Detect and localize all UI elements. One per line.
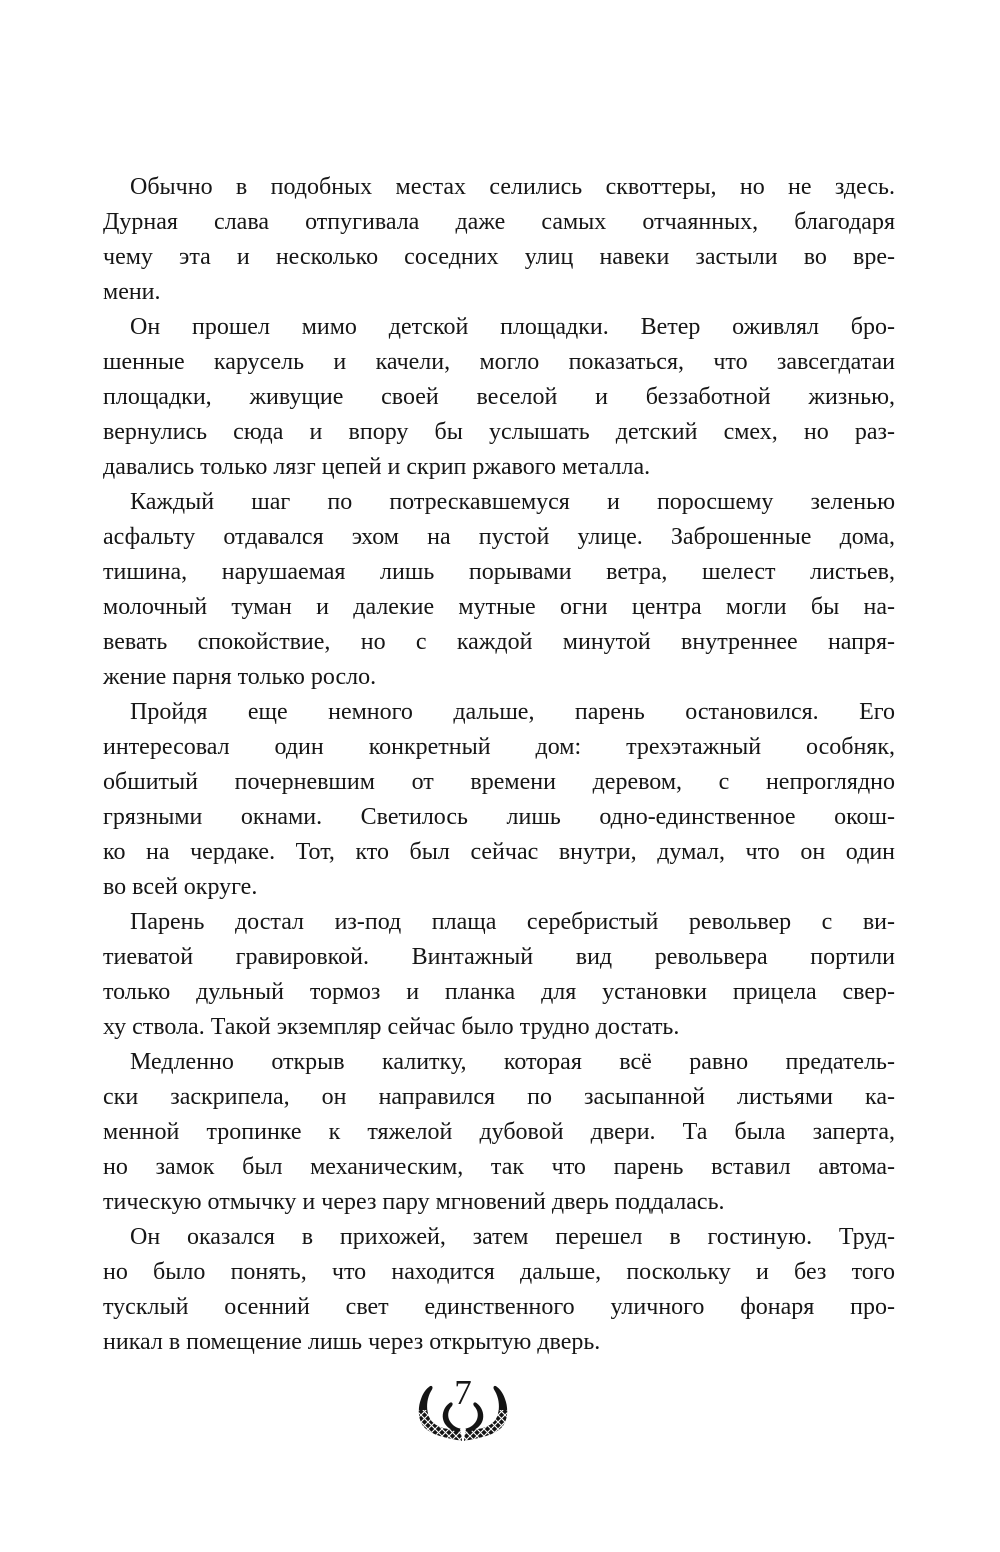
- page-footer: [414, 1373, 512, 1446]
- paragraph: [103, 170, 895, 310]
- text-line: интересовал один конкретный дом: трехэтажный особняк,: [103, 734, 895, 760]
- text-line: вернулись сюда и впору бы услышать детский смех, но раз-: [103, 419, 895, 445]
- page-text-block: [103, 170, 895, 1360]
- text-line: тиеватой гравировкой. Винтажный вид револьвера портили: [103, 944, 895, 970]
- text-line: но замок был механическим, так что парень вставил автома-: [103, 1154, 895, 1180]
- text-line: Пройдя еще немного дальше, парень остановился. Его: [130, 699, 895, 725]
- text-line: ко на чердаке. Тот, кто был сейчас внутри, думал, что он один: [103, 839, 895, 865]
- text-line: молочный туман и далекие мутные огни центра могли бы на-: [103, 594, 895, 620]
- text-line: тусклый осенний свет единственного уличного фонаря про-: [103, 1294, 895, 1320]
- text-line: Обычно в подобных местах селились сквоттеры, но не здесь.: [130, 174, 895, 200]
- text-line: вевать спокойствие, но с каждой минутой внутреннее напря-: [103, 629, 895, 655]
- text-line: мени.: [103, 279, 161, 305]
- text-line: тическую отмычку и через пару мгновений дверь поддалась.: [103, 1189, 725, 1215]
- paragraph: [103, 1220, 895, 1360]
- text-line: асфальту отдавался эхом на пустой улице. Заброшенные дома,: [103, 524, 895, 550]
- text-line: грязными окнами. Светилось лишь одно-единственное окош-: [103, 804, 895, 830]
- text-line: давались только лязг цепей и скрип ржавого металла.: [103, 454, 651, 480]
- text-line: жение парня только росло.: [103, 664, 377, 690]
- text-line: Каждый шаг по потрескавшемуся и поросшему зеленью: [130, 489, 895, 515]
- text-line: площадки, живущие своей веселой и беззаботной жизнью,: [103, 384, 895, 410]
- text-line: Он прошел мимо детской площадки. Ветер оживлял бро-: [130, 314, 895, 340]
- text-line: Он оказался в прихожей, затем перешел в гостиную. Труд-: [130, 1224, 895, 1250]
- text-line: никал в помещение лишь через открытую дверь.: [103, 1329, 601, 1355]
- text-line: ху ствола. Такой экземпляр сейчас было трудно достать.: [103, 1014, 680, 1040]
- text-line: обшитый почерневшим от времени деревом, с непроглядно: [103, 769, 895, 795]
- paragraph: [103, 1045, 895, 1220]
- paragraph: [103, 695, 895, 905]
- text-line: во всей округе.: [103, 874, 258, 900]
- text-line: менной тропинке к тяжелой дубовой двери. Та была заперта,: [103, 1119, 895, 1145]
- text-line: ски заскрипела, он направился по засыпанной листьями ка-: [103, 1084, 895, 1110]
- page-number: 7: [454, 1373, 472, 1412]
- text-line: только дульный тормоз и планка для установки прицела свер-: [103, 979, 895, 1005]
- text-line: шенные карусель и качели, могло показаться, что завсегдатаи: [103, 349, 895, 375]
- text-line: чему эта и несколько соседних улиц навеки застыли во вре-: [103, 244, 895, 270]
- paragraph: [103, 485, 895, 695]
- paragraph: [103, 310, 895, 485]
- text-line: но было понять, что находится дальше, поскольку и без того: [103, 1259, 895, 1285]
- text-line: Дурная слава отпугивала даже самых отчаянных, благодаря: [103, 209, 895, 235]
- text-line: тишина, нарушаемая лишь порывами ветра, шелест листьев,: [103, 559, 895, 585]
- text-line: Парень достал из-под плаща серебристый револьвер с ви-: [130, 909, 895, 935]
- text-line: Медленно открыв калитку, которая всё равно предатель-: [130, 1049, 895, 1075]
- paragraph: [103, 905, 895, 1045]
